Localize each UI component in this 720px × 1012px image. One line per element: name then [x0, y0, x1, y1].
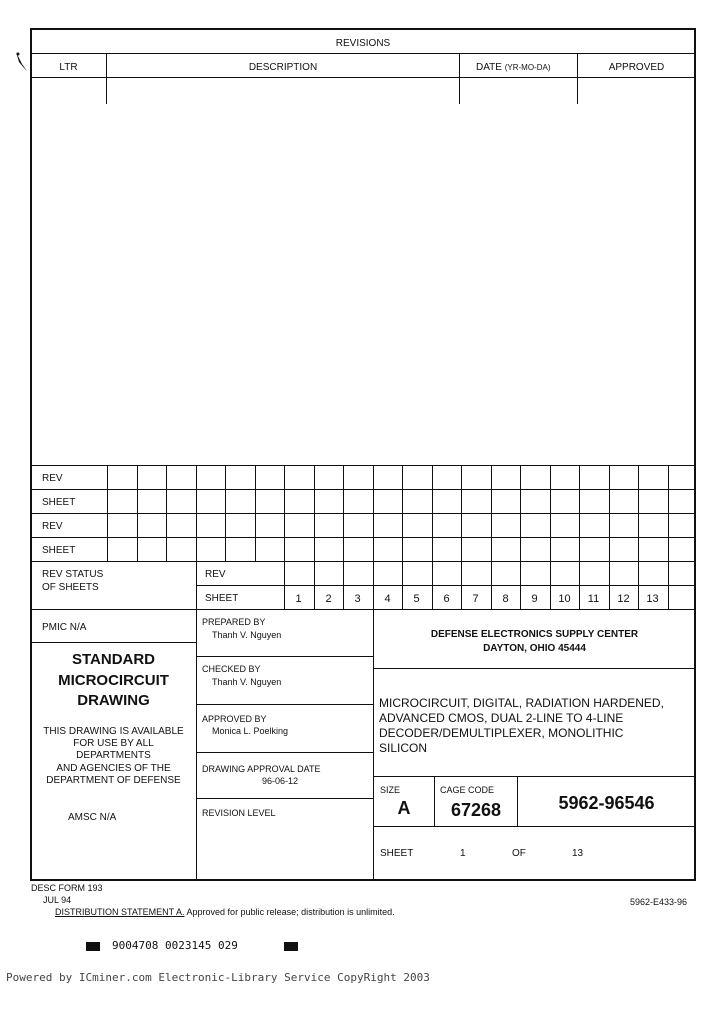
corner-mark-icon [14, 50, 28, 74]
agency-line1: DEFENSE ELECTRONICS SUPPLY CENTER [430, 629, 639, 640]
device-title-4: SILICON [379, 741, 428, 755]
availability-4: AND AGENCIES OF THE [56, 763, 171, 774]
distribution-label: DISTRIBUTION STATEMENT A. [55, 907, 185, 917]
std-title-3: DRAWING [77, 692, 150, 709]
prepared-by-label: PREPARED BY [202, 617, 266, 627]
prepared-by-name: Thanh V. Nguyen [212, 630, 282, 640]
checked-by-label: CHECKED BY [202, 664, 261, 674]
agency-line2: DAYTON, OHIO 45444 [483, 643, 586, 654]
form-date: JUL 94 [43, 895, 72, 905]
col-date [476, 62, 551, 74]
grid-row-rev-1: REV [42, 473, 63, 484]
sheet-value: 1 [460, 848, 466, 859]
availability-1: THIS DRAWING IS AVAILABLE [43, 726, 184, 737]
watermark: Powered by ICminer.com Electronic-Library Service CopyRight 2003 [6, 971, 430, 984]
sheet-number-9: 9 [531, 593, 538, 605]
col-description: DESCRIPTION [248, 62, 318, 73]
drawing-number: 5962-96546 [558, 793, 655, 813]
approved-by-label: APPROVED BY [202, 714, 267, 724]
barcode-block-left-icon [86, 942, 100, 951]
sheet-number-11: 11 [587, 593, 600, 605]
sheet-number-7: 7 [472, 593, 479, 605]
sheet-number-5: 5 [413, 593, 420, 605]
sheet-number-10: 10 [558, 593, 571, 605]
cage-code-label: CAGE CODE [440, 785, 495, 795]
form-number: DESC FORM 193 [31, 883, 103, 893]
sheet-number-3: 3 [354, 593, 361, 605]
availability-3: DEPARTMENTS [76, 750, 151, 761]
of-label: OF [512, 848, 526, 859]
sheet-number-2: 2 [325, 593, 332, 605]
device-title-2: ADVANCED CMOS, DUAL 2-LINE TO 4-LINE [379, 711, 624, 725]
grid-row-rev-2: REV [42, 521, 63, 532]
revision-level-label: REVISION LEVEL [202, 808, 276, 818]
sheet-number-6: 6 [443, 593, 450, 605]
col-date-label: DATE [476, 62, 502, 73]
availability-5: DEPARTMENT OF DEFENSE [46, 775, 181, 786]
sheet-number-8: 8 [502, 593, 509, 605]
rev-status-line1: REV STATUS [42, 569, 104, 580]
grid-row-sheet-2: SHEET [42, 545, 76, 556]
approval-date-value: 96-06-12 [262, 776, 299, 786]
amsc-label: AMSC N/A [68, 812, 117, 823]
barcode-text: 9004708 0023145 029 [112, 939, 238, 952]
availability-2: FOR USE BY ALL [73, 738, 154, 749]
cage-code-value: 67268 [450, 800, 502, 820]
grid-row-sheet-1: SHEET [42, 497, 76, 508]
sheet-label: SHEET [380, 848, 414, 859]
checked-by-name: Thanh V. Nguyen [212, 677, 282, 687]
col-date-format: (YR-MO-DA) [504, 63, 551, 72]
col-ltr: LTR [59, 62, 78, 73]
revisions-title: REVISIONS [335, 38, 391, 49]
approval-date-label: DRAWING APPROVAL DATE [202, 764, 321, 774]
std-title-1: STANDARD [71, 651, 156, 668]
std-title-2: MICROCIRCUIT [58, 672, 169, 689]
barcode-block-right-icon [284, 942, 298, 951]
rev-status-rev: REV [205, 569, 226, 580]
col-approved: APPROVED [608, 62, 665, 73]
device-title-3: DECODER/DEMULTIPLEXER, MONOLITHIC [379, 726, 624, 740]
size-label: SIZE [380, 785, 401, 795]
form-code: 5962-E433-96 [630, 897, 688, 907]
rev-status-sheet: SHEET [205, 593, 239, 604]
sheet-number-4: 4 [384, 593, 391, 605]
distribution-text: Approved for public release; distribution is unlimited. [186, 907, 395, 917]
size-value: A [397, 798, 411, 818]
sheet-number-12: 12 [617, 593, 630, 605]
pmic-label: PMIC N/A [42, 622, 87, 633]
of-value: 13 [572, 848, 584, 859]
distribution-statement [55, 906, 395, 918]
sheet-number-13: 13 [646, 593, 659, 605]
device-title-1: MICROCIRCUIT, DIGITAL, RADIATION HARDENED, [379, 696, 664, 710]
sheet-number-1: 1 [295, 593, 302, 605]
approved-by-name: Monica L. Poelking [212, 726, 289, 736]
rev-status-line2: OF SHEETS [42, 582, 99, 593]
